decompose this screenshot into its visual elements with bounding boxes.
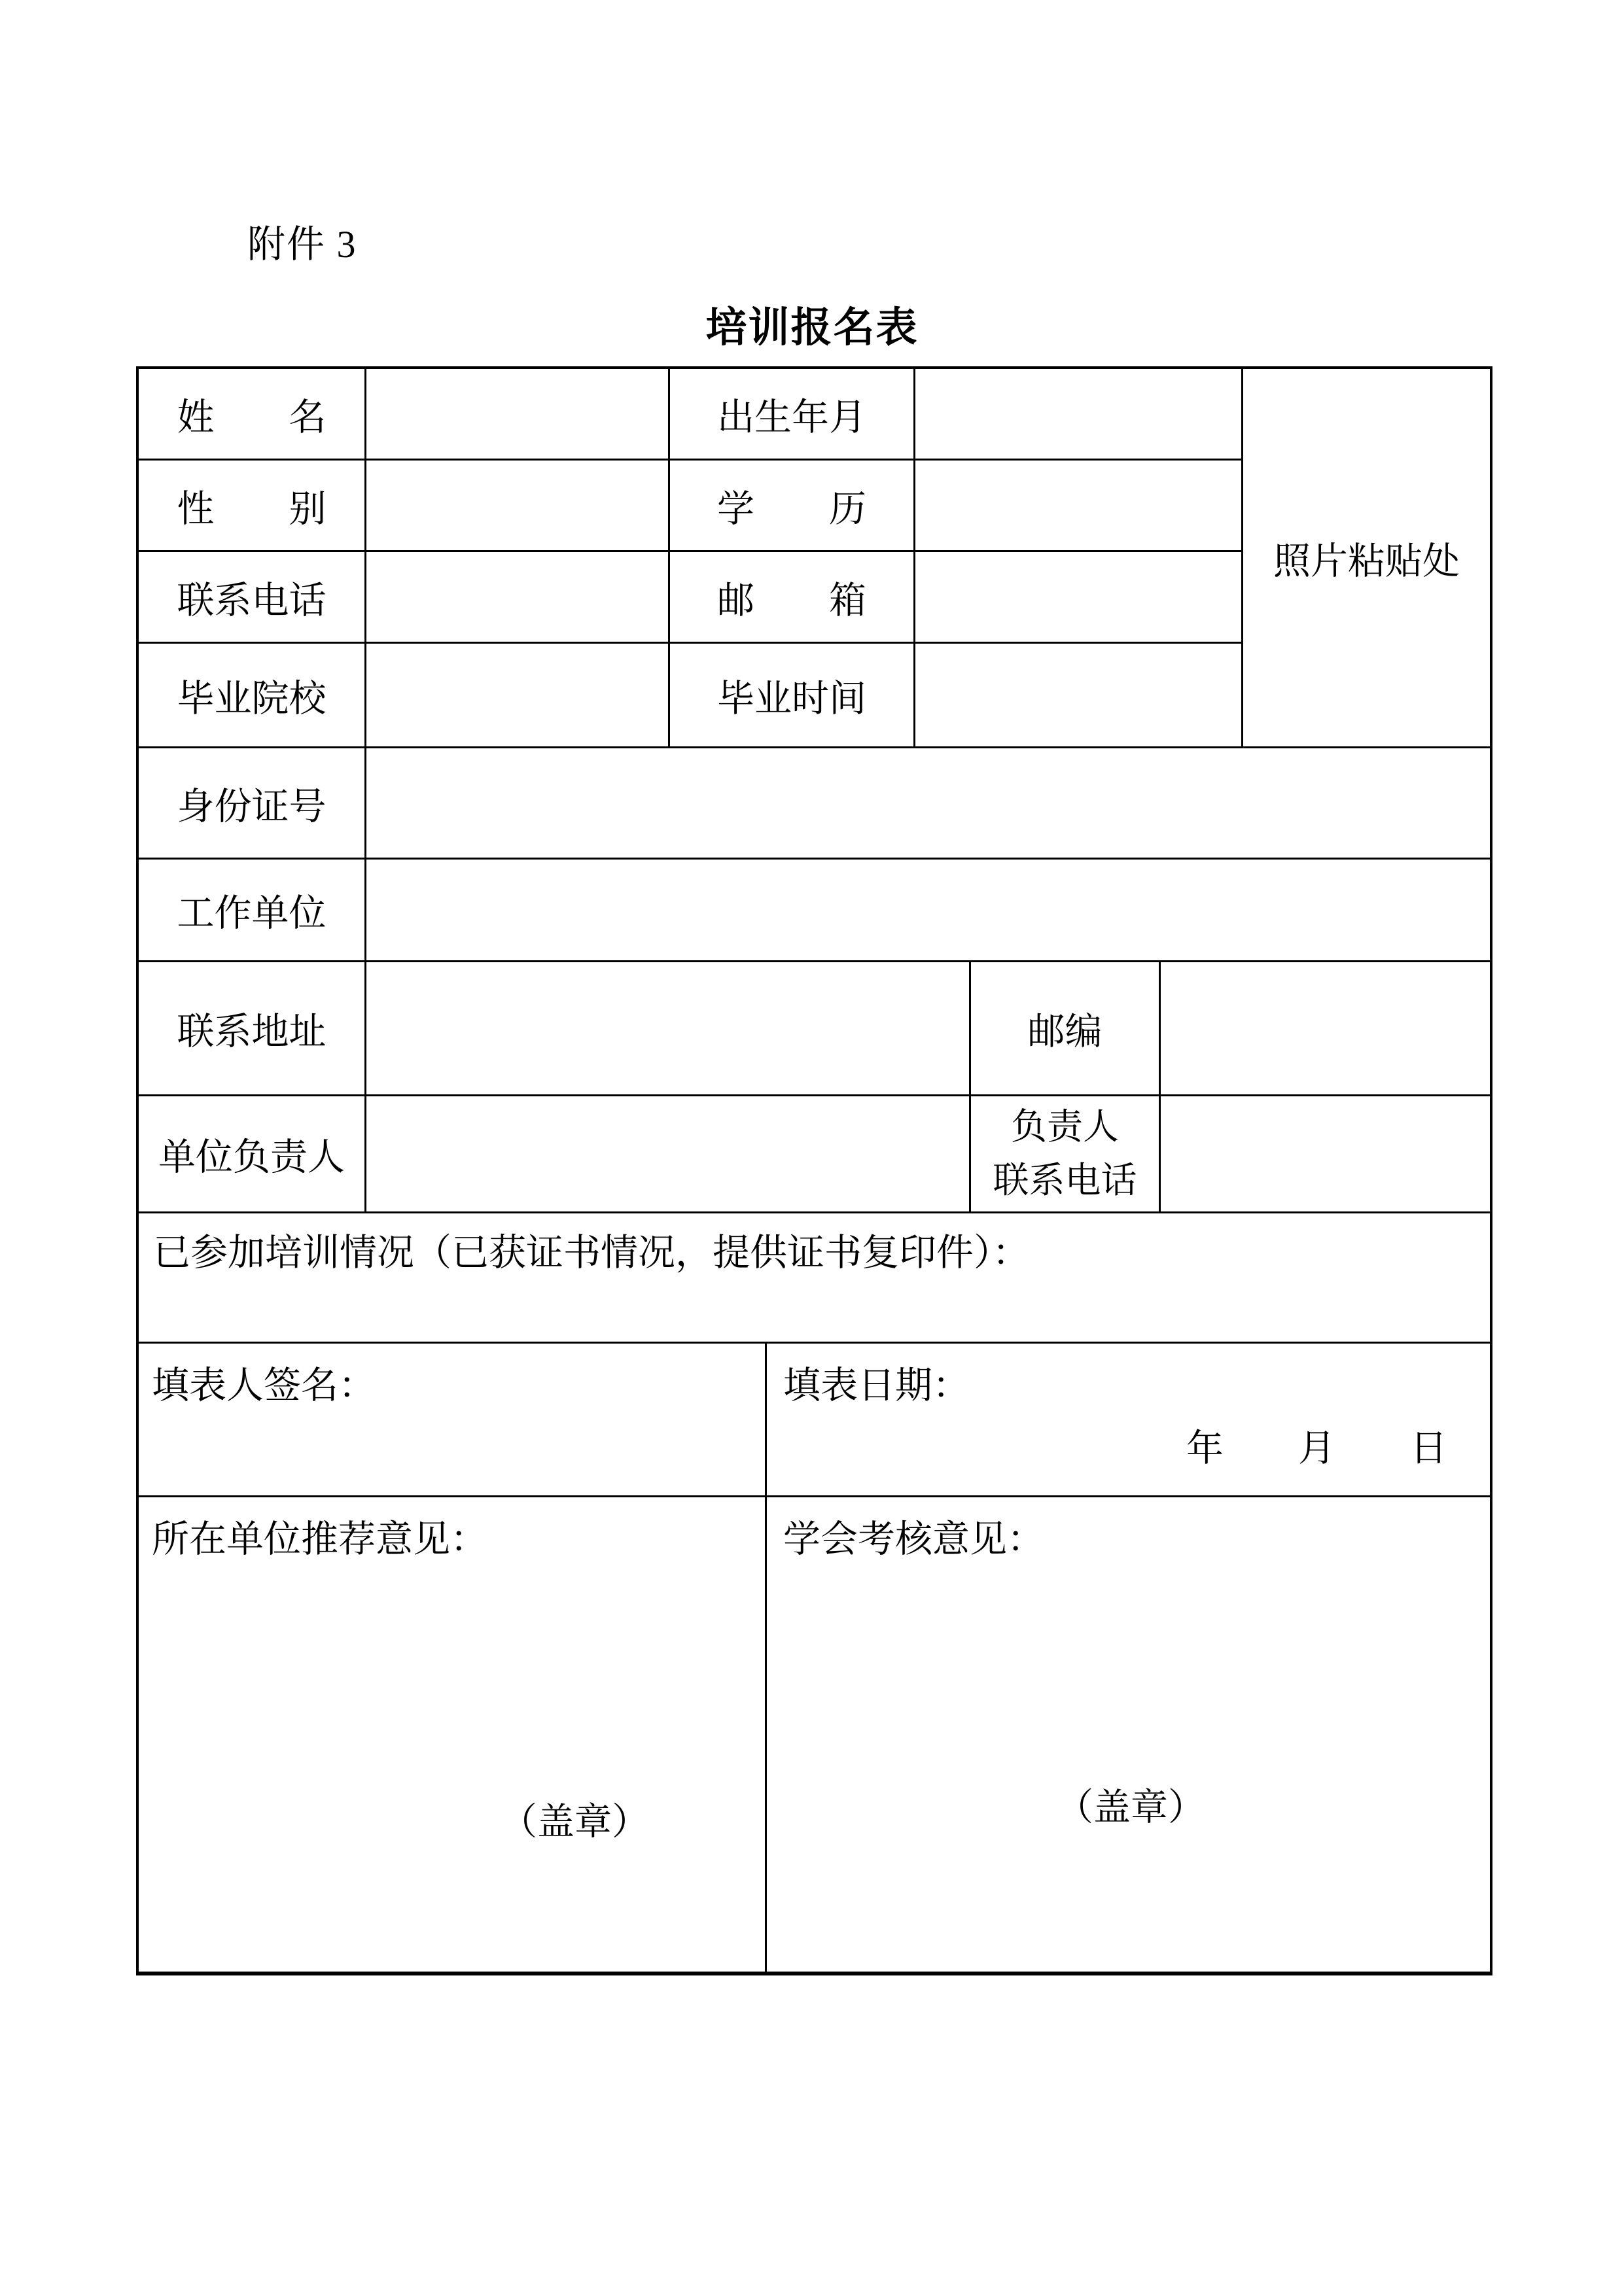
school-input-cell[interactable]	[366, 644, 670, 746]
table-row	[139, 1096, 1490, 1213]
grad-time-label: 毕业时间	[670, 644, 915, 746]
phone-label: 联系电话	[139, 552, 366, 642]
top-left-grid	[139, 369, 1243, 746]
unit-opinion-cell[interactable]	[139, 1497, 767, 1972]
unit-opinion-label: 所在单位推荐意见：	[152, 1519, 487, 1560]
date-placeholder: 年 月 日	[1186, 1428, 1447, 1469]
work-unit-input-cell[interactable]	[366, 860, 1490, 960]
society-opinion-cell[interactable]	[767, 1497, 1490, 1972]
grad-time-input-cell[interactable]	[915, 644, 1241, 746]
table-row	[139, 369, 1241, 461]
school-label: 毕业院校	[139, 644, 366, 746]
id-number-input-cell[interactable]	[366, 748, 1490, 858]
training-history-label: 已参加培训情况（已获证书情况，提供证书复印件）：	[153, 1232, 1030, 1274]
gender-label: 性 别	[139, 461, 366, 550]
society-opinion-label: 学会考核意见：	[783, 1519, 1044, 1560]
seal-placeholder-right: （盖章）	[1056, 1787, 1205, 1828]
table-row	[139, 1497, 1490, 1972]
table-row	[139, 962, 1490, 1096]
head-phone-label-line1: 负责人	[1010, 1106, 1119, 1147]
unit-head-label: 单位负责人	[139, 1096, 366, 1211]
table-row	[139, 1213, 1490, 1344]
postal-label: 邮编	[971, 962, 1161, 1094]
top-section	[139, 369, 1490, 748]
name-input-cell[interactable]	[366, 369, 670, 459]
head-phone-label-line2: 联系电话	[993, 1160, 1137, 1200]
id-number-label: 身份证号	[139, 748, 366, 858]
gender-input-cell[interactable]	[366, 461, 670, 550]
table-row	[139, 748, 1490, 860]
table-row	[139, 860, 1490, 962]
table-row	[139, 1344, 1490, 1497]
address-input-cell[interactable]	[366, 962, 971, 1094]
email-label: 邮 箱	[670, 552, 915, 642]
fill-date-cell[interactable]	[767, 1344, 1490, 1495]
table-row	[139, 461, 1241, 552]
education-label: 学 历	[670, 461, 915, 550]
head-phone-input-cell[interactable]	[1161, 1096, 1490, 1211]
photo-paste-label: 照片粘贴处	[1273, 540, 1460, 582]
registration-form-table	[136, 366, 1492, 1975]
work-unit-label: 工作单位	[139, 860, 366, 960]
photo-paste-area	[1243, 369, 1490, 746]
seal-placeholder-left: （盖章）	[500, 1801, 649, 1843]
education-input-cell[interactable]	[915, 461, 1241, 550]
postal-input-cell[interactable]	[1161, 962, 1490, 1094]
table-row	[139, 552, 1241, 644]
unit-head-input-cell[interactable]	[366, 1096, 971, 1211]
signature-label: 填表人签名：	[152, 1365, 376, 1406]
birth-label: 出生年月	[670, 369, 915, 459]
birth-input-cell[interactable]	[915, 369, 1241, 459]
phone-input-cell[interactable]	[366, 552, 670, 642]
name-label: 姓 名	[139, 369, 366, 459]
training-history-cell[interactable]	[139, 1213, 1490, 1342]
table-row	[139, 644, 1241, 746]
address-label: 联系地址	[139, 962, 366, 1094]
fill-date-label: 填表日期：	[783, 1365, 970, 1406]
email-input-cell[interactable]	[915, 552, 1241, 642]
attachment-label: 附件 3	[247, 223, 357, 266]
form-title: 培训报名表	[705, 305, 919, 351]
head-phone-label	[971, 1096, 1161, 1211]
signature-cell[interactable]	[139, 1344, 767, 1495]
